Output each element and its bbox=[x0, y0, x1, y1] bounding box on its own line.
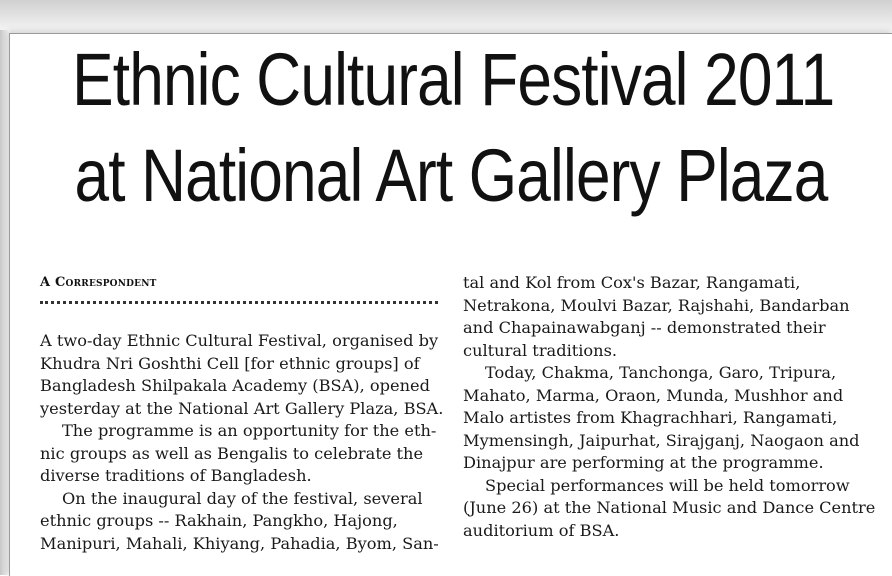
text-line: Today, Chakma, Tanchonga, Garo, Tripura, bbox=[485, 363, 837, 382]
text-line: tal and Kol from Cox's Bazar, Rangamati, bbox=[463, 273, 801, 292]
byline: A Correspondent bbox=[40, 275, 157, 290]
text-line: ethnic groups -- Rakhain, Pangkho, Hajong, bbox=[40, 511, 398, 530]
headline-line-2: at National Art Gallery Plaza bbox=[74, 134, 828, 217]
text-line: diverse traditions of Bangladesh. bbox=[40, 466, 312, 485]
text-line: Netrakona, Moulvi Bazar, Rajshahi, Bandarban bbox=[463, 295, 850, 315]
text-line: Mymensingh, Jaipurhat, Sirajganj, Naogaon and bbox=[463, 430, 860, 450]
text-line: A two-day Ethnic Cultural Festival, organised by bbox=[40, 331, 439, 350]
text-line: auditorium of BSA. bbox=[463, 520, 620, 540]
paragraph bbox=[463, 475, 876, 543]
text-line: On the inaugural day of the festival, several bbox=[62, 488, 423, 508]
paragraph bbox=[40, 420, 440, 488]
text-line: Malo artistes from Khagrachhari, Rangamati, bbox=[463, 408, 838, 427]
text-line: cultural traditions. bbox=[463, 340, 618, 360]
text-line: Special performances will be held tomorrow bbox=[485, 475, 850, 495]
text-line: Bangladesh Shilpakala Academy (BSA), opened bbox=[40, 376, 430, 395]
text-line: Mahato, Marma, Oraon, Munda, Mushhor and bbox=[463, 385, 844, 405]
text-line: The programme is an opportunity for the eth- bbox=[62, 421, 437, 440]
paragraph bbox=[463, 272, 863, 362]
text-line: Khudra Nri Goshthi Cell [for ethnic groups] of bbox=[40, 353, 420, 373]
text-line: (June 26) at the National Music and Dance Centre bbox=[463, 498, 876, 517]
headline-line-1: Ethnic Cultural Festival 2011 bbox=[72, 38, 835, 121]
paragraph bbox=[40, 488, 440, 556]
paragraph bbox=[40, 330, 444, 420]
text-line: Manipuri, Mahali, Khiyang, Pahadia, Byom, San- bbox=[40, 533, 439, 553]
text-line: yesterday at the National Art Gallery Plaza, BSA. bbox=[40, 398, 444, 418]
headline bbox=[72, 32, 835, 224]
text-line: and Chapainawabganj -- demonstrated their bbox=[463, 318, 826, 337]
text-line: Dinajpur are performing at the programme. bbox=[463, 453, 824, 472]
dotted-divider bbox=[40, 301, 438, 304]
text-line: nic groups as well as Bengalis to celebrate the bbox=[40, 443, 424, 463]
left-column bbox=[40, 330, 444, 555]
paragraph bbox=[463, 362, 863, 475]
right-column bbox=[463, 272, 876, 542]
